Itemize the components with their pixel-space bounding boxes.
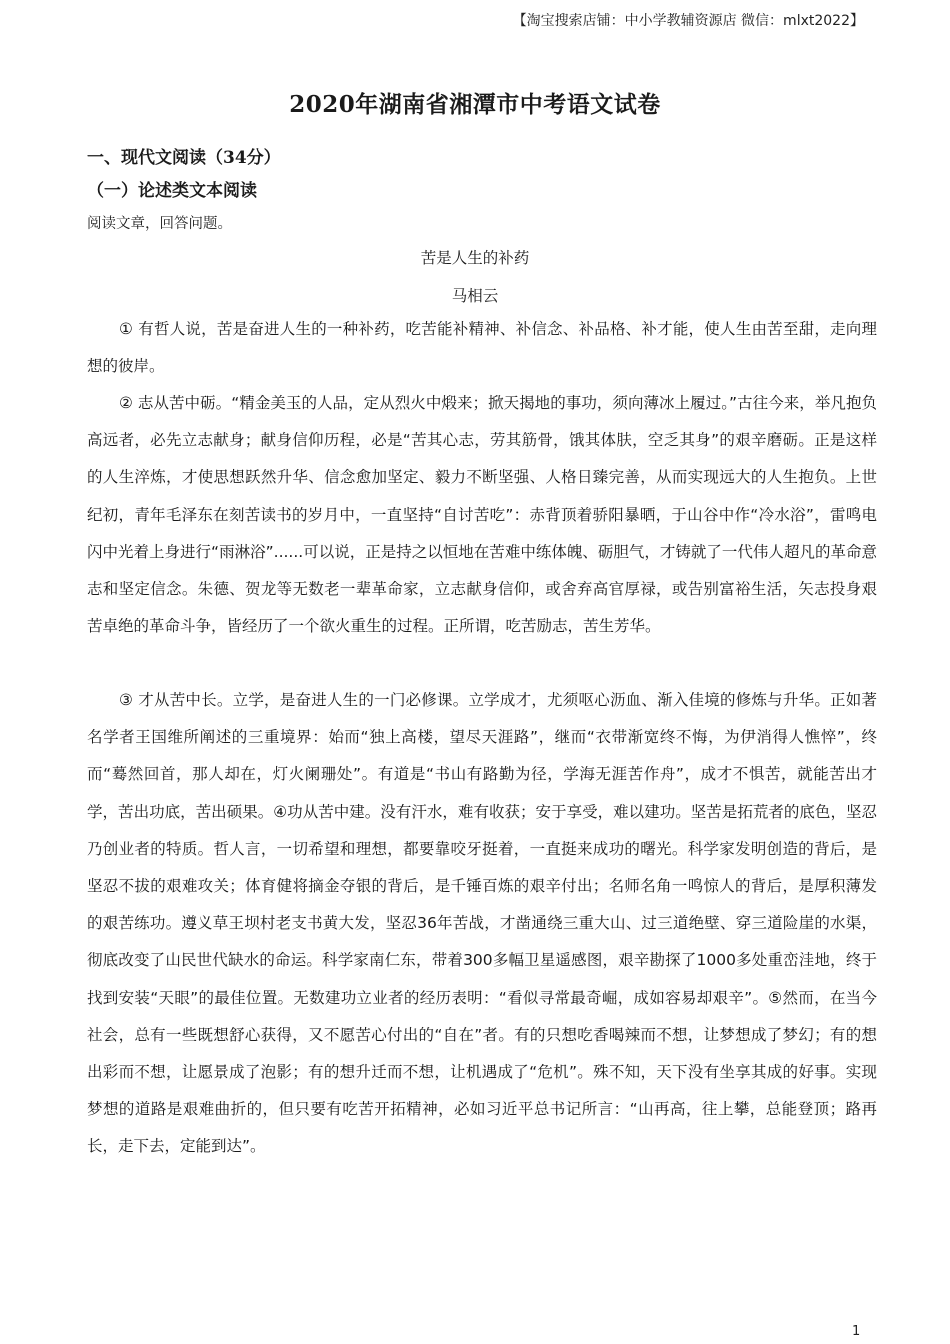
page-number: 1 <box>852 1324 861 1339</box>
section-subheading-argumentative: （一）论述类文本阅读 <box>87 181 257 201</box>
reading-instruction: 阅读文章，回答问题。 <box>87 216 232 232</box>
section-heading-part-one: 一、现代文阅读（34分） <box>87 148 281 168</box>
article-paragraph-3: ③ 才从苦中长。立学，是奋进人生的一门必修课。立学成才，尤须呕心沥血、渐入佳境的修炼与升华。正如著名学者王国维所阐述的三重境界：始而“独上高楼，望尽天涯路”，继而“衣带渐宽终不悔，为伊消得人憔悴”，终而“蓦然回首，那人却在，灯火阑珊处”。有道是“书山有路勤为径，学海无涯苦作舟”，成才不惧苦，就能苦出才学，苦出功底，苦出硕果。④功从苦中建。没有汗水，难有收获；安于享受，难以建功。坚苦是拓荒者的底色，坚忍乃创业者的特质。哲人言，一切希望和理想，都要靠咬牙挺着，一直挺来成功的曙光。科学家发明创造的背后，是坚忍不拔的艰难攻关；体育健将摘金夺银的背后，是千锤百炼的艰辛付出；名师名角一鸣惊人的背后，是厚积薄发的艰苦练功。遵义草王坝村老支书黄大发，坚忍36年苦战，才凿通绕三重大山、过三道绝壁、穿三道险崖的水渠，彻底改变了山民世代缺水的命运。科学家南仁东，带着300多幅卫星遥感图，艰辛勘探了1000多处重峦洼地，终于找到安装“天眼”的最佳位置。无数建功立业者的经历表明：“看似寻常最奇崛，成如容易却艰辛”。⑤然而，在当今社会，总有一些既想舒心获得，又不愿苦心付出的“自在”者。有的只想吃香喝辣而不想，让梦想成了梦幻；有的想出彩而不想，让愿景成了泡影；有的想升迁而不想，让机遇成了“危机”。殊不知，天下没有坐享其成的好事。实现梦想的道路是艰难曲折的，但只要有吃苦开拓精神，必如习近平总书记所言：“山再高，往上攀，总能登顶；路再长，走下去，定能到达”。 <box>87 691 877 1156</box>
header-note: 【淘宝搜索店铺：中小学教辅资源店 微信：mlxt2022】 <box>512 13 864 29</box>
article-author: 马相云 <box>451 287 499 305</box>
article-paragraph-2: ② 志从苦中砺。“精金美玉的人品，定从烈火中煅来；掀天揭地的事功，须向薄冰上履过。”古往今来，举凡抱负高远者，必先立志献身；献身信仰历程，必是“苦其心志，劳其筋骨，饿其体肤，空乏其身”的艰辛磨砺。正是这样的人生淬炼，才使思想跃然升华、信念愈加坚定、毅力不断坚强、人格日臻完善，从而实现远大的人生抱负。上世纪初，青年毛泽东在刻苦读书的岁月中，一直坚持“自讨苦吃”：赤背顶着骄阳暴晒，于山谷中作“冷水浴”，雷鸣电闪中光着上身进行“雨淋浴”......可以说，正是持之以恒地在苦难中练体魄、砺胆气，才铸就了一代伟人超凡的革命意志和坚定信念。朱德、贺龙等无数老一辈革命家，立志献身信仰，或舍弃高官厚禄，或告别富裕生活，矢志投身艰苦卓绝的革命斗争，皆经历了一个欲火重生的过程。正所谓，吃苦励志，苦生芳华。 <box>87 394 877 636</box>
document-title: 2020年湖南省湘潭市中考语文试卷 <box>289 91 661 118</box>
article-title: 苦是人生的补药 <box>420 249 530 267</box>
article-paragraph-1: ① 有哲人说，苦是奋进人生的一种补药，吃苦能补精神、补信念、补品格、补才能，使人生由苦至甜，走向理想的彼岸。 <box>87 320 877 376</box>
